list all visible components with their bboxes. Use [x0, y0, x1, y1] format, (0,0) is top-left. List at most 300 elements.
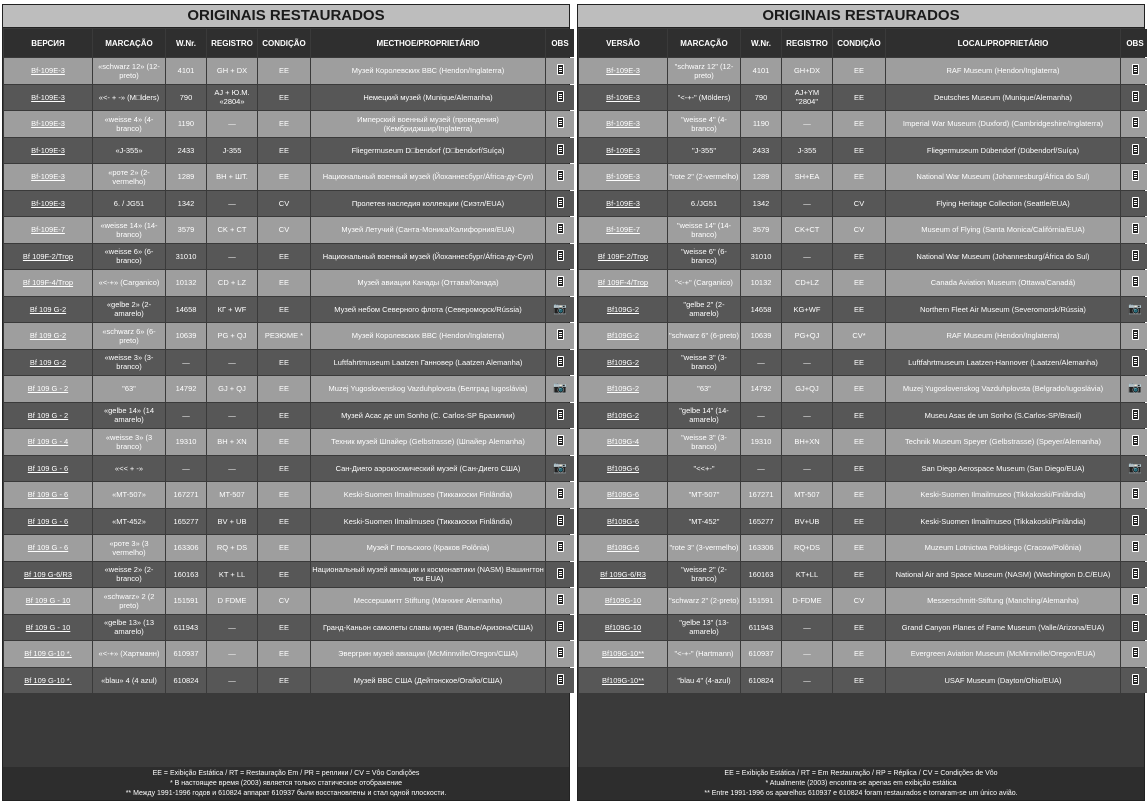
cell-wnr: 790 [741, 85, 781, 111]
version-link[interactable] [579, 562, 667, 588]
document-icon[interactable] [1132, 594, 1139, 605]
cell-reg: BH + XN [207, 429, 257, 455]
document-icon[interactable] [557, 197, 564, 208]
cell-wnr: 163306 [741, 535, 781, 561]
version-link-text[interactable]: Bf-109E-7 [31, 225, 65, 235]
cell-cond: EE [833, 58, 885, 84]
version-link[interactable] [4, 562, 92, 588]
document-icon[interactable] [1132, 91, 1139, 102]
cell-obs[interactable] [546, 482, 574, 508]
cell-obs[interactable] [546, 350, 574, 376]
version-link[interactable] [579, 323, 667, 349]
version-link[interactable] [579, 429, 667, 455]
cell-obs[interactable] [546, 403, 574, 429]
cell-obs[interactable] [546, 588, 574, 614]
cell-obs[interactable] [1121, 535, 1147, 561]
cell-loc: National War Museum (Johannesburg/África do Sul) [886, 164, 1120, 190]
right-table-header [579, 29, 1147, 57]
document-icon[interactable] [1132, 250, 1139, 261]
cell-obs[interactable] [1121, 376, 1147, 402]
cell-mark: "MT-452" [668, 509, 740, 535]
document-icon[interactable] [557, 515, 564, 526]
cell-obs[interactable] [546, 429, 574, 455]
version-link[interactable] [579, 58, 667, 84]
cell-wnr: 160163 [741, 562, 781, 588]
left-footer-note1: * В настоящее время (2003) является только статическое отображение [169, 780, 402, 787]
document-icon[interactable] [557, 329, 564, 340]
left-header-cell: ВЕРСИЯ [4, 29, 92, 57]
version-link-text[interactable]: Bf109G-10** [601, 649, 645, 659]
document-icon[interactable] [1132, 276, 1139, 287]
cell-mark: «weisse 14» (14-branco) [93, 217, 165, 243]
document-icon[interactable] [1132, 117, 1139, 128]
cell-reg: — [782, 668, 832, 694]
cell-wnr: — [166, 456, 206, 482]
cell-mark: "weisse 14" (14-branco) [668, 217, 740, 243]
document-icon[interactable] [557, 568, 564, 579]
version-link-text[interactable]: Bf-109E-3 [31, 92, 65, 102]
version-link[interactable] [4, 217, 92, 243]
version-link-text[interactable]: Bf-109E-3 [606, 119, 640, 129]
version-link-text[interactable]: Bf 109 G-2 [29, 304, 67, 314]
cell-obs[interactable] [546, 244, 574, 270]
document-icon[interactable] [557, 170, 564, 181]
cell-wnr: 31010 [166, 244, 206, 270]
document-icon[interactable] [557, 250, 564, 261]
version-link[interactable] [4, 668, 92, 694]
cell-reg: BV+UB [782, 509, 832, 535]
document-icon[interactable] [1132, 223, 1139, 234]
cell-mark: "63" [93, 376, 165, 402]
version-link[interactable] [579, 456, 667, 482]
version-link-text[interactable]: Bf 109 G-2 [29, 331, 67, 341]
version-link-text[interactable]: Bf 109F-2/Trop [597, 251, 649, 261]
cell-obs[interactable] [546, 509, 574, 535]
cell-reg: — [207, 615, 257, 641]
version-link-text[interactable]: Bf-109E-3 [606, 198, 640, 208]
cell-mark: «gelbe 13» (13 amarelo) [93, 615, 165, 641]
version-link[interactable] [4, 297, 92, 323]
version-link-text[interactable]: Bf 109 G - 6 [27, 516, 69, 526]
table-row [4, 58, 574, 84]
document-icon[interactable] [557, 674, 564, 685]
version-link[interactable] [4, 588, 92, 614]
document-icon[interactable] [1132, 647, 1139, 658]
document-icon[interactable] [1132, 64, 1139, 75]
cell-wnr: 610824 [166, 668, 206, 694]
version-link[interactable] [4, 111, 92, 137]
cell-wnr: 4101 [166, 58, 206, 84]
cell-reg: — [782, 615, 832, 641]
version-link[interactable] [4, 138, 92, 164]
version-link-text[interactable]: Bf 109F-2/Trop [22, 251, 74, 261]
cell-loc: Музей Королевских ВВС (Hendon/Inglaterra) [311, 323, 545, 349]
version-link[interactable] [4, 429, 92, 455]
document-icon[interactable] [557, 91, 564, 102]
cell-mark: «weisse 2» (2-branco) [93, 562, 165, 588]
cell-mark: "<<+-" [668, 456, 740, 482]
cell-reg: MT-507 [782, 482, 832, 508]
cell-wnr: 2433 [741, 138, 781, 164]
version-link-text[interactable]: Bf 109F-4/Trop [597, 278, 649, 288]
cell-obs[interactable] [546, 323, 574, 349]
document-icon[interactable] [1132, 674, 1139, 685]
cell-cond: EE [833, 244, 885, 270]
cell-reg: CD + LZ [207, 270, 257, 296]
document-icon[interactable] [557, 223, 564, 234]
cell-obs[interactable] [1121, 509, 1147, 535]
table-row [4, 85, 574, 111]
cell-cond: CV [833, 217, 885, 243]
cell-obs[interactable] [1121, 217, 1147, 243]
cell-cond: EE [833, 138, 885, 164]
cell-obs[interactable] [546, 85, 574, 111]
cell-obs[interactable] [1121, 164, 1147, 190]
version-link[interactable] [579, 376, 667, 402]
cell-obs[interactable] [1121, 297, 1147, 323]
version-link-text[interactable]: Bf-109E-3 [31, 172, 65, 182]
document-icon[interactable] [1132, 329, 1139, 340]
cell-mark: "<-+-" (Mölders) [668, 85, 740, 111]
version-link-text[interactable]: Bf 109 G-2 [29, 357, 67, 367]
document-icon[interactable] [1132, 515, 1139, 526]
version-link[interactable] [4, 482, 92, 508]
cell-cond: EE [833, 376, 885, 402]
version-link[interactable] [4, 323, 92, 349]
cell-obs[interactable] [1121, 456, 1147, 482]
cell-mark: 6. / JG51 [93, 191, 165, 217]
cell-reg: — [207, 403, 257, 429]
version-link-text[interactable]: Bf109G-4 [606, 437, 640, 447]
cell-obs[interactable] [1121, 350, 1147, 376]
cell-wnr: 10132 [166, 270, 206, 296]
cell-obs[interactable] [1121, 641, 1147, 667]
document-icon[interactable] [557, 409, 564, 420]
cell-obs[interactable] [1121, 403, 1147, 429]
version-link-text[interactable]: Bf109G-2 [606, 384, 640, 394]
version-link[interactable] [4, 509, 92, 535]
cell-cond: EE [833, 297, 885, 323]
cell-mark: "<-+" (Carganico) [668, 270, 740, 296]
version-link[interactable] [579, 509, 667, 535]
cell-obs[interactable] [546, 138, 574, 164]
cell-cond: EE [833, 641, 885, 667]
table-row [4, 297, 574, 323]
cell-reg: RQ+DS [782, 535, 832, 561]
cell-obs[interactable] [1121, 85, 1147, 111]
version-link-text[interactable]: Bf-109E-3 [31, 145, 65, 155]
version-link-text[interactable]: Bf109G-6 [606, 490, 640, 500]
version-link-text[interactable]: Bf109G-2 [606, 304, 640, 314]
version-link[interactable] [579, 191, 667, 217]
cell-obs[interactable] [1121, 588, 1147, 614]
cell-mark: "weisse 3" (3-branco) [668, 350, 740, 376]
version-link[interactable] [579, 164, 667, 190]
table-row [579, 615, 1147, 641]
version-link[interactable] [579, 111, 667, 137]
version-link[interactable] [579, 535, 667, 561]
camera-icon[interactable]: 📷 [553, 302, 567, 315]
version-link-text[interactable]: Bf-109E-3 [31, 198, 65, 208]
version-link-text[interactable]: Bf109G-10 [604, 622, 642, 632]
cell-obs[interactable] [546, 615, 574, 641]
left-header-cell: MARCAÇÃO [93, 29, 165, 57]
version-link[interactable] [579, 641, 667, 667]
cell-reg: CK + CT [207, 217, 257, 243]
cell-obs[interactable] [546, 535, 574, 561]
version-link-text[interactable]: Bf 109 G-10 *. [24, 649, 72, 659]
cell-obs[interactable] [546, 217, 574, 243]
cell-cond: EE [833, 164, 885, 190]
cell-reg: MT-507 [207, 482, 257, 508]
version-link-text[interactable]: Bf-109E-7 [606, 225, 640, 235]
cell-obs[interactable] [546, 456, 574, 482]
version-link-text[interactable]: Bf 109 G - 2 [27, 384, 69, 394]
version-link[interactable] [4, 244, 92, 270]
document-icon[interactable] [1132, 409, 1139, 420]
camera-icon[interactable]: 📷 [553, 461, 567, 474]
cell-reg: — [207, 668, 257, 694]
cell-obs[interactable] [1121, 111, 1147, 137]
cell-cond: EE [258, 376, 310, 402]
document-icon[interactable] [557, 435, 564, 446]
table-row [4, 562, 574, 588]
cell-obs[interactable] [546, 58, 574, 84]
version-link[interactable] [579, 244, 667, 270]
version-link-text[interactable]: Bf 109 G - 6 [27, 490, 69, 500]
cell-reg: КГ + WF [207, 297, 257, 323]
camera-icon[interactable]: 📷 [1128, 461, 1142, 474]
cell-cond: EE [258, 270, 310, 296]
document-icon[interactable] [557, 621, 564, 632]
cell-wnr: 4101 [741, 58, 781, 84]
document-icon[interactable] [1132, 435, 1139, 446]
version-link[interactable] [4, 535, 92, 561]
cell-wnr: 167271 [741, 482, 781, 508]
table-row [579, 562, 1147, 588]
cell-obs[interactable] [546, 562, 574, 588]
document-icon[interactable] [557, 276, 564, 287]
cell-reg: BH+XN [782, 429, 832, 455]
cell-obs[interactable] [546, 191, 574, 217]
cell-cond: РЕЗЮМЕ * [258, 323, 310, 349]
cell-cond: EE [833, 482, 885, 508]
version-link[interactable] [4, 270, 92, 296]
table-row [579, 58, 1147, 84]
cell-obs[interactable] [546, 297, 574, 323]
cell-wnr: 14658 [741, 297, 781, 323]
cell-obs[interactable] [1121, 668, 1147, 694]
table-row [579, 456, 1147, 482]
table-row [4, 138, 574, 164]
cell-wnr: — [166, 350, 206, 376]
version-link-text[interactable]: Bf109G-2 [606, 331, 640, 341]
document-icon[interactable] [1132, 488, 1139, 499]
version-link[interactable] [4, 164, 92, 190]
cell-obs[interactable] [1121, 429, 1147, 455]
version-link[interactable] [579, 217, 667, 243]
version-link-text[interactable]: Bf109G-6 [606, 543, 640, 553]
cell-cond: EE [833, 350, 885, 376]
cell-cond: EE [833, 456, 885, 482]
cell-cond: EE [833, 111, 885, 137]
version-link[interactable] [579, 668, 667, 694]
cell-obs[interactable] [1121, 615, 1147, 641]
cell-loc: Музей небом Северного флота (Североморск/Rússia) [311, 297, 545, 323]
table-row [4, 509, 574, 535]
table-row [579, 641, 1147, 667]
version-link-text[interactable]: Bf109G-2 [606, 357, 640, 367]
version-link[interactable] [4, 350, 92, 376]
cell-mark: «weisse 6» (6-branco) [93, 244, 165, 270]
cell-mark: "schwarz 6" (6-preto) [668, 323, 740, 349]
document-icon[interactable] [1132, 170, 1139, 181]
camera-icon[interactable]: 📷 [1128, 302, 1142, 315]
version-link-text[interactable]: Bf-109E-3 [606, 92, 640, 102]
document-icon[interactable] [557, 144, 564, 155]
cell-wnr: 14658 [166, 297, 206, 323]
cell-reg: — [782, 641, 832, 667]
version-link[interactable] [579, 270, 667, 296]
left-header-cell: W.Nr. [166, 29, 206, 57]
version-link-text[interactable]: Bf 109 G-10 *. [24, 675, 72, 685]
cell-wnr: 163306 [166, 535, 206, 561]
version-link[interactable] [4, 85, 92, 111]
version-link-text[interactable]: Bf-109E-3 [31, 119, 65, 129]
document-icon[interactable] [1132, 621, 1139, 632]
document-icon[interactable] [557, 594, 564, 605]
right-table [578, 28, 1147, 694]
cell-loc: Национальный военный музей (Йоханнесбург/África-ду-Сул) [311, 244, 545, 270]
cell-reg: D-FDME [782, 588, 832, 614]
version-link-text[interactable]: Bf109G-6 [606, 463, 640, 473]
version-link-text[interactable]: Bf 109 G - 10 [25, 622, 71, 632]
version-link[interactable] [4, 456, 92, 482]
version-link[interactable] [579, 138, 667, 164]
version-link[interactable] [579, 85, 667, 111]
version-link[interactable] [4, 615, 92, 641]
cell-obs[interactable] [546, 270, 574, 296]
cell-loc: Grand Canyon Planes of Fame Museum (Valle/Arizona/EUA) [886, 615, 1120, 641]
right-footer-note1: * Atualmente (2003) encontra-se apenas em exibição estática [765, 780, 957, 787]
cell-cond: EE [258, 297, 310, 323]
cell-obs[interactable] [1121, 323, 1147, 349]
version-link-text[interactable]: Bf 109 G - 6 [27, 543, 69, 553]
version-link[interactable] [579, 482, 667, 508]
cell-wnr: 151591 [741, 588, 781, 614]
document-icon[interactable] [557, 488, 564, 499]
table-row [579, 297, 1147, 323]
document-icon[interactable] [1132, 356, 1139, 367]
cell-obs[interactable] [1121, 482, 1147, 508]
version-link-text[interactable]: Bf-109E-3 [31, 66, 65, 76]
cell-mark: «<< + -» [93, 456, 165, 482]
left-panel [2, 4, 570, 801]
document-icon[interactable] [557, 541, 564, 552]
cell-obs[interactable] [1121, 562, 1147, 588]
version-link-text[interactable]: Bf109G-10 [604, 596, 642, 606]
cell-reg: — [782, 456, 832, 482]
left-footer-legend: EE = Exibição Estática / RT = Restauração Em / PR = реплики / CV = Vôo Condições [152, 770, 420, 777]
document-icon[interactable] [557, 647, 564, 658]
cell-obs[interactable] [1121, 138, 1147, 164]
version-link-text[interactable]: Bf 109G-6/R3 [600, 569, 646, 579]
cell-obs[interactable] [1121, 58, 1147, 84]
cell-obs[interactable] [546, 111, 574, 137]
document-icon[interactable] [1132, 197, 1139, 208]
cell-obs[interactable] [546, 641, 574, 667]
version-link[interactable] [579, 615, 667, 641]
document-icon[interactable] [1132, 568, 1139, 579]
version-link[interactable] [4, 191, 92, 217]
version-link[interactable] [4, 403, 92, 429]
version-link-text[interactable]: Bf-109E-3 [606, 145, 640, 155]
table-row [4, 535, 574, 561]
cell-obs[interactable] [546, 376, 574, 402]
version-link[interactable] [4, 376, 92, 402]
table-row [4, 111, 574, 137]
cell-cond: EE [258, 58, 310, 84]
camera-icon[interactable]: 📷 [1128, 382, 1142, 395]
version-link-text[interactable]: Bf 109 G - 4 [27, 437, 69, 447]
version-link-text[interactable]: Bf 109 G-6/R3 [24, 569, 72, 579]
version-link-text[interactable]: Bf-109E-3 [606, 66, 640, 76]
cell-wnr: 3579 [741, 217, 781, 243]
cell-wnr: — [741, 456, 781, 482]
version-link-text[interactable]: Bf109G-6 [606, 516, 640, 526]
version-link-text[interactable]: Bf 109 G - 2 [27, 410, 69, 420]
version-link[interactable] [579, 588, 667, 614]
document-icon[interactable] [557, 64, 564, 75]
cell-reg: BH + ШТ. [207, 164, 257, 190]
version-link-text[interactable]: Bf 109 G - 6 [27, 463, 69, 473]
cell-reg: KT + LL [207, 562, 257, 588]
table-row [579, 376, 1147, 402]
version-link[interactable] [579, 297, 667, 323]
cell-cond: EE [258, 482, 310, 508]
cell-obs[interactable] [546, 668, 574, 694]
version-link-text[interactable]: Bf-109E-3 [606, 172, 640, 182]
document-icon[interactable] [1132, 541, 1139, 552]
cell-loc: Пролетев наследия коллекции (Сиэтл/EUA) [311, 191, 545, 217]
cell-loc: Музей ВВС США (Дейтонское/Огайо/США) [311, 668, 545, 694]
version-link[interactable] [579, 350, 667, 376]
cell-obs[interactable] [1121, 270, 1147, 296]
version-link-text[interactable]: Bf109G-10** [601, 675, 645, 685]
cell-mark: «blau» 4 (4 azul) [93, 668, 165, 694]
version-link[interactable] [4, 58, 92, 84]
document-icon[interactable] [557, 117, 564, 128]
document-icon[interactable] [557, 356, 564, 367]
version-link[interactable] [4, 641, 92, 667]
cell-loc: Keski-Suomen Ilmailmuseo (Tikkakoski/Finlândia) [886, 482, 1120, 508]
version-link-text[interactable]: Bf 109 G - 10 [25, 596, 71, 606]
cell-obs[interactable] [1121, 244, 1147, 270]
document-icon[interactable] [1132, 144, 1139, 155]
table-row [579, 164, 1147, 190]
cell-mark: «MT-507» [93, 482, 165, 508]
table-row [4, 403, 574, 429]
cell-mark: "weisse 4" (4-branco) [668, 111, 740, 137]
version-link[interactable] [579, 403, 667, 429]
cell-obs[interactable] [546, 164, 574, 190]
version-link-text[interactable]: Bf 109F-4/Trop [22, 278, 74, 288]
camera-icon[interactable]: 📷 [553, 382, 567, 395]
cell-mark: "63" [668, 376, 740, 402]
cell-reg: PG+QJ [782, 323, 832, 349]
version-link-text[interactable]: Bf109G-2 [606, 410, 640, 420]
cell-obs[interactable] [1121, 191, 1147, 217]
